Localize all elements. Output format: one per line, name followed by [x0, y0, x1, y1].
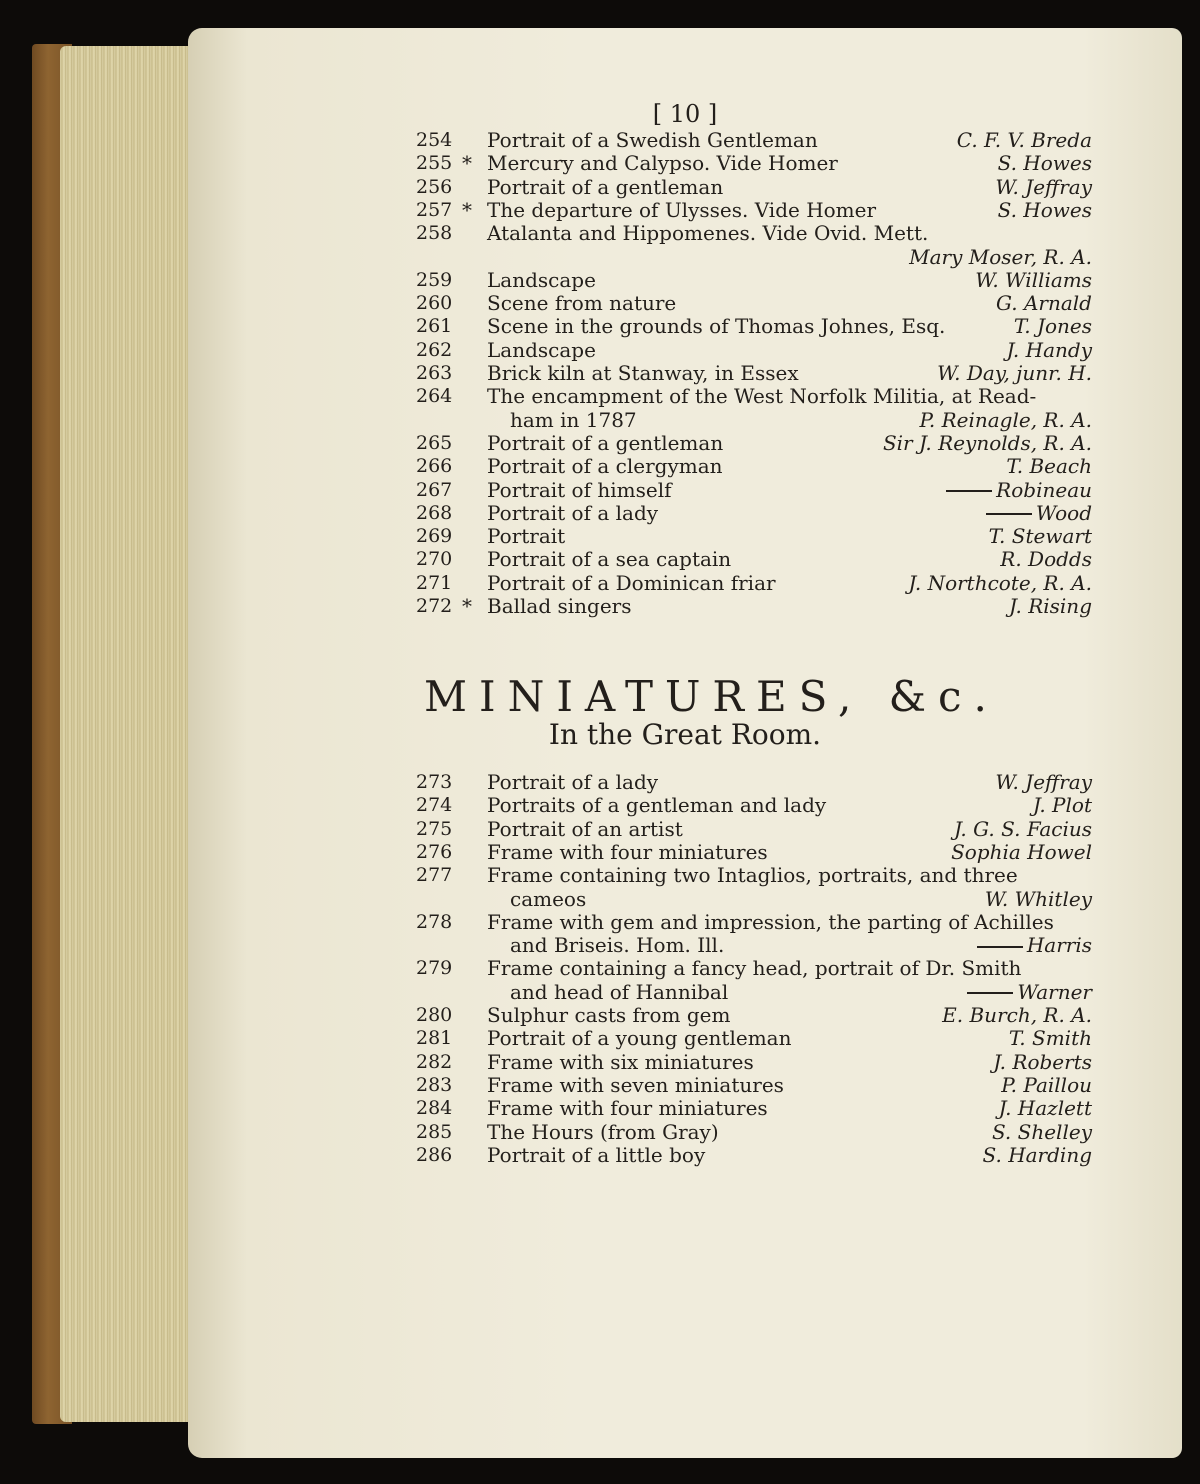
miniature-entry	[188, 1120, 1182, 1144]
entry-star: *	[462, 594, 472, 618]
painting-entry	[188, 431, 1182, 455]
entry-title: ham in 1787	[510, 407, 637, 432]
entry-artist	[1033, 793, 1092, 817]
ditto-dash	[977, 946, 1023, 948]
entry-title: Frame with seven miniatures	[487, 1072, 784, 1097]
painting-entry	[188, 454, 1182, 478]
miniature-entry	[188, 1143, 1182, 1167]
entry-number: 276	[416, 840, 453, 863]
artist-name: W. Day, junr. H.	[937, 361, 1092, 385]
entry-artist	[1009, 1026, 1092, 1050]
entry-number: 263	[416, 362, 453, 384]
artist-name: W. Jeffray	[995, 174, 1092, 199]
entry-title: Portrait of a Dominican friar	[487, 570, 776, 595]
entry-number: 265	[416, 431, 453, 454]
entry-artist	[977, 933, 1092, 957]
entry-artist	[951, 840, 1092, 864]
painting-entry	[188, 547, 1182, 571]
entry-title: Brick kiln at Stanway, in Essex	[487, 361, 799, 385]
miniature-entry	[188, 1073, 1182, 1097]
entry-title: Portrait of a gentleman	[487, 174, 724, 199]
entry-artist	[982, 1143, 1092, 1167]
artist-name: Warner	[1017, 979, 1092, 1004]
entry-number: 277	[416, 864, 453, 887]
entry-title: Landscape	[487, 267, 596, 292]
entry-number: 255	[416, 152, 453, 175]
entry-artist	[975, 268, 1092, 292]
artist-name: J. Roberts	[993, 1049, 1092, 1074]
entry-number: 270	[416, 548, 453, 571]
painting-entry	[188, 338, 1182, 362]
entry-artist	[999, 1096, 1092, 1120]
entry-artist	[995, 770, 1092, 794]
artist-name: Mary Moser, R. A.	[909, 244, 1092, 269]
artist-name: W. Whitley	[984, 886, 1092, 911]
miniature-entry	[188, 956, 1182, 980]
entry-title: Portrait of a young gentleman	[487, 1026, 792, 1051]
entry-artist	[919, 408, 1092, 432]
entry-artist	[1014, 314, 1092, 338]
entry-title: Portrait of a sea captain	[487, 547, 732, 572]
entry-artist	[909, 245, 1092, 269]
painting-entry	[188, 408, 1182, 432]
miniature-entry	[188, 770, 1182, 794]
miniature-entry	[188, 910, 1182, 934]
entry-title: Frame with four miniatures	[487, 1096, 768, 1121]
painting-entry	[188, 571, 1182, 595]
entry-title: Portrait of a lady	[487, 770, 659, 794]
entry-number: 273	[416, 771, 453, 793]
artist-name: S. Harding	[982, 1142, 1092, 1167]
artist-name: T. Smith	[1008, 1026, 1092, 1051]
page-edges	[60, 46, 200, 1422]
entry-title: Frame containing a fancy head, portrait of Dr. Smith	[487, 956, 1022, 981]
entry-artist	[1001, 1073, 1092, 1097]
entry-number: 285	[416, 1120, 453, 1143]
artist-name: S. Howes	[997, 151, 1092, 176]
artist-name: S. Howes	[997, 197, 1092, 222]
artist-name: G. Arnald	[996, 291, 1092, 316]
entry-artist	[985, 887, 1092, 911]
entry-artist	[957, 128, 1092, 152]
miniature-entry	[188, 1050, 1182, 1074]
entry-artist	[1006, 338, 1092, 362]
entry-number: 258	[416, 222, 453, 245]
catalogue-page	[188, 28, 1182, 1458]
painting-entry	[188, 198, 1182, 222]
entry-title: Frame with six miniatures	[487, 1049, 754, 1074]
entry-number: 281	[416, 1027, 453, 1050]
artist-name: J. Plot	[1032, 793, 1092, 818]
artist-name: J. Hazlett	[998, 1096, 1092, 1121]
entry-title: Portrait of a little boy	[487, 1142, 706, 1167]
entry-number: 283	[416, 1073, 453, 1096]
entry-title: Portraits of a gentleman and lady	[487, 793, 827, 818]
artist-name: T. Stewart	[988, 524, 1092, 549]
entry-number: 274	[416, 794, 453, 817]
entry-star: *	[462, 197, 472, 222]
section-subtitle: In the Great Room.	[548, 718, 822, 751]
painting-entry	[188, 245, 1182, 269]
painting-entry	[188, 478, 1182, 502]
miniature-entry	[188, 980, 1182, 1004]
section-title: MINIATURES, &c.	[424, 672, 999, 721]
entry-number: 254	[416, 129, 453, 151]
entry-title: Ballad singers	[487, 594, 632, 618]
entry-artist	[993, 1050, 1092, 1074]
artist-name: J. Rising	[1009, 594, 1092, 618]
entry-title: Atalanta and Hippomenes. Vide Ovid. Mett.	[487, 221, 929, 246]
entry-number: 260	[416, 292, 453, 315]
entry-title: Portrait of a lady	[487, 500, 659, 525]
artist-name: J. G. S. Facius	[953, 816, 1092, 841]
miniature-entry	[188, 840, 1182, 864]
entry-artist	[996, 291, 1092, 315]
entry-number: 266	[416, 455, 453, 478]
artist-name: R. Dodds	[1000, 547, 1092, 572]
entry-number: 271	[416, 571, 453, 594]
entry-title: Scene in the grounds of Thomas Johnes, Esq.	[487, 314, 946, 339]
entry-number: 278	[416, 910, 453, 933]
entry-artist	[1006, 454, 1092, 478]
painting-entry	[188, 268, 1182, 292]
entry-title: Portrait	[487, 524, 566, 549]
entry-title: Frame with gem and impression, the parting of Achilles	[487, 909, 1054, 934]
artist-name: J. Northcote, R. A.	[908, 570, 1092, 595]
entry-artist	[967, 980, 1092, 1004]
entry-artist	[946, 478, 1092, 502]
artist-name: Sophia Howel	[951, 839, 1092, 864]
entry-title: The encampment of the West Norfolk Militia, at Read-	[487, 384, 1037, 409]
entry-artist	[1009, 594, 1092, 618]
miniature-entry	[188, 1026, 1182, 1050]
entry-star: *	[462, 151, 472, 176]
entry-number: 257	[416, 198, 453, 221]
entry-number: 256	[416, 175, 453, 198]
artist-name: Harris	[1026, 933, 1092, 958]
entry-title: Portrait of a clergyman	[487, 454, 723, 479]
entry-title: The Hours (from Gray)	[487, 1119, 719, 1144]
entry-artist	[954, 817, 1092, 841]
painting-entry	[188, 361, 1182, 385]
entry-artist	[995, 175, 1092, 199]
entry-title: The departure of Ulysses. Vide Homer	[487, 197, 877, 222]
miniature-entry	[188, 793, 1182, 817]
ditto-dash	[986, 513, 1032, 515]
artist-name: C. F. V. Breda	[956, 128, 1092, 152]
entry-title: cameos	[510, 886, 587, 911]
entry-title: Portrait of a Swedish Gentleman	[487, 128, 818, 152]
painting-entry	[188, 314, 1182, 338]
entry-title: and Briseis. Hom. Ill.	[510, 933, 725, 958]
entry-artist	[1000, 547, 1092, 571]
artist-name: T. Beach	[1006, 454, 1092, 479]
artist-name: E. Burch, R. A.	[942, 1003, 1092, 1027]
entry-number: 286	[416, 1143, 453, 1166]
entry-number: 268	[416, 501, 453, 524]
entry-artist	[989, 524, 1092, 548]
entry-title: Mercury and Calypso. Vide Homer	[487, 151, 838, 176]
artist-name: Robineau	[996, 477, 1092, 502]
artist-name: Sir J. Reynolds, R. A.	[882, 430, 1092, 455]
artist-name: P. Paillou	[1001, 1072, 1092, 1097]
entry-title: Portrait of an artist	[487, 816, 683, 841]
entry-number: 272	[416, 595, 453, 617]
miniature-entry	[188, 1096, 1182, 1120]
entry-number: 267	[416, 478, 453, 501]
miniature-entry	[188, 933, 1182, 957]
entry-artist	[998, 198, 1092, 222]
artist-name: S. Shelley	[991, 1119, 1092, 1144]
miniature-entry	[188, 887, 1182, 911]
entry-title: Landscape	[487, 337, 596, 362]
artist-name: T. Jones	[1013, 314, 1092, 339]
artist-name: W. Jeffray	[995, 770, 1092, 794]
artist-name: P. Reinagle, R. A.	[919, 407, 1092, 432]
ditto-dash	[946, 490, 992, 492]
entry-artist	[998, 151, 1092, 175]
painting-entry	[188, 221, 1182, 245]
painting-entry	[188, 151, 1182, 175]
entry-artist	[908, 571, 1092, 595]
miniature-entry	[188, 817, 1182, 841]
miniature-entry	[188, 1003, 1182, 1027]
entry-number: 259	[416, 268, 453, 291]
entry-number: 262	[416, 338, 453, 361]
entry-title: Portrait of himself	[487, 477, 672, 502]
artist-name: W. Williams	[975, 267, 1092, 292]
entry-number: 280	[416, 1004, 453, 1026]
page-number: [ 10 ]	[652, 100, 718, 128]
entry-number: 275	[416, 817, 453, 840]
entry-number: 284	[416, 1097, 453, 1120]
entry-artist	[986, 501, 1092, 525]
painting-entry	[188, 291, 1182, 315]
entry-title: and head of Hannibal	[510, 979, 729, 1004]
entry-artist	[937, 361, 1092, 385]
entry-number: 282	[416, 1050, 453, 1073]
entry-number: 264	[416, 385, 453, 408]
painting-entry	[188, 594, 1182, 618]
artist-name: Wood	[1035, 500, 1092, 525]
painting-entry	[188, 175, 1182, 199]
entry-title: Scene from nature	[487, 291, 677, 316]
painting-entry	[188, 501, 1182, 525]
miniature-entry	[188, 863, 1182, 887]
entry-artist	[942, 1003, 1092, 1027]
entry-number: 279	[416, 957, 453, 980]
entry-title: Portrait of a gentleman	[487, 430, 724, 455]
entry-number: 269	[416, 525, 453, 548]
painting-entry	[188, 524, 1182, 548]
entry-title: Frame with four miniatures	[487, 839, 768, 864]
ditto-dash	[967, 992, 1013, 994]
entry-artist	[883, 431, 1092, 455]
artist-name: J. Handy	[1006, 337, 1092, 362]
painting-entry	[188, 384, 1182, 408]
entry-number: 261	[416, 315, 453, 338]
entry-title: Sulphur casts from gem	[487, 1003, 731, 1027]
entry-artist	[992, 1120, 1092, 1144]
painting-entry	[188, 128, 1182, 152]
entry-title: Frame containing two Intaglios, portraits, and three	[487, 863, 1018, 888]
